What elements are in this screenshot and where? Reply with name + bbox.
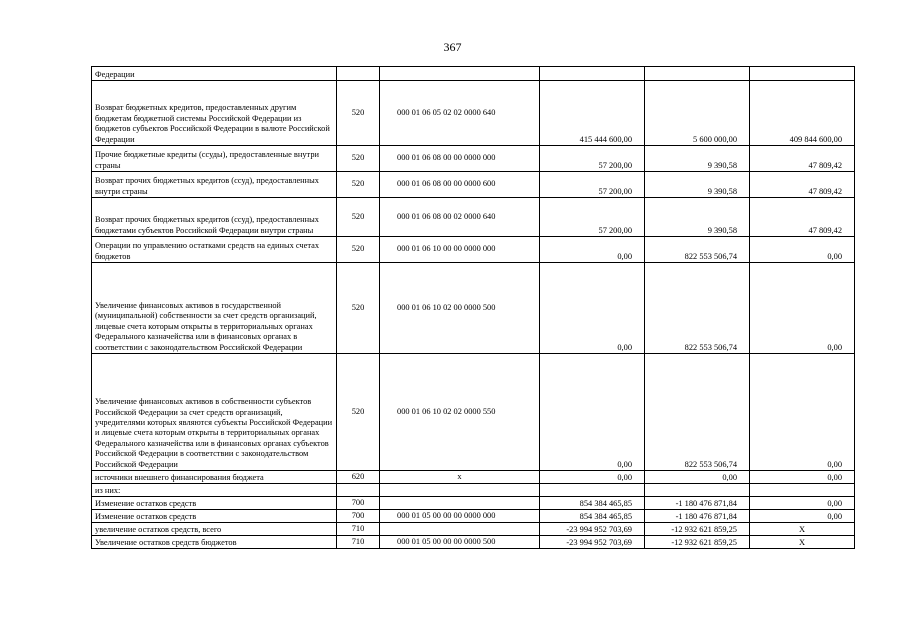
row-value-unexecuted: 0,00 [750,263,855,354]
row-value-unexecuted [750,484,855,497]
table-row [92,237,855,263]
row-value-unexecuted: 0,00 [750,471,855,484]
row-value-approved: 0,00 [540,471,645,484]
row-kbk: 000 01 06 10 00 00 0000 000 [380,237,540,263]
row-value-approved: 0,00 [540,237,645,263]
row-value-executed: 822 553 506,74 [645,354,750,471]
row-code: 620 [337,471,380,484]
row-value-approved: 57 200,00 [540,146,645,172]
row-kbk [380,523,540,536]
row-value-executed: 822 553 506,74 [645,237,750,263]
page-number: 367 [443,40,462,54]
row-value-executed: 0,00 [645,471,750,484]
row-value-unexecuted: 0,00 [750,497,855,510]
row-code: 520 [337,198,380,237]
row-name: Возврат прочих бюджетных кредитов (ссуд), предоставленных внутри страны [92,172,337,198]
row-value-approved: 0,00 [540,354,645,471]
row-value-approved: 57 200,00 [540,172,645,198]
row-value-approved [540,67,645,81]
table-row [92,354,855,471]
table-row [92,172,855,198]
row-kbk: 000 01 06 10 02 00 0000 500 [380,263,540,354]
row-value-unexecuted: 47 809,42 [750,146,855,172]
row-name: Операции по управлению остатками средств на единых счетах бюджетов [92,237,337,263]
row-name: Изменение остатков средств [92,510,337,523]
row-kbk [380,497,540,510]
row-code: 520 [337,237,380,263]
row-value-unexecuted: 409 844 600,00 [750,81,855,146]
table-row [92,67,855,81]
row-code: 710 [337,536,380,549]
table-row [92,497,855,510]
row-name: Прочие бюджетные кредиты (ссуды), предоставленные внутри страны [92,146,337,172]
row-value-unexecuted: 47 809,42 [750,172,855,198]
row-name: Изменение остатков средств [92,497,337,510]
row-kbk: 000 01 06 08 00 02 0000 640 [380,198,540,237]
row-name: увеличение остатков средств, всего [92,523,337,536]
row-name: Возврат прочих бюджетных кредитов (ссуд), предоставленных бюджетами субъектов Российской Федерации внутри страны [92,198,337,237]
row-value-executed [645,67,750,81]
row-value-executed: 9 390,58 [645,146,750,172]
row-kbk [380,67,540,81]
row-code [337,67,380,81]
row-kbk: 000 01 06 08 00 00 0000 000 [380,146,540,172]
table-row [92,81,855,146]
row-value-unexecuted: 0,00 [750,237,855,263]
row-value-executed: -12 932 621 859,25 [645,536,750,549]
table-row [92,471,855,484]
row-value-unexecuted: 0,00 [750,354,855,471]
row-value-executed: 5 600 000,00 [645,81,750,146]
row-value-executed: -1 180 476 871,84 [645,510,750,523]
row-kbk: 000 01 06 08 00 00 0000 600 [380,172,540,198]
row-kbk: 000 01 05 00 00 00 0000 500 [380,536,540,549]
row-code: 700 [337,510,380,523]
row-value-approved: 854 384 465,85 [540,510,645,523]
row-value-unexecuted: X [750,536,855,549]
row-value-executed: 9 390,58 [645,172,750,198]
row-name: Федерации [92,67,337,81]
row-code: 520 [337,81,380,146]
row-code: 520 [337,354,380,471]
row-kbk [380,484,540,497]
row-value-unexecuted [750,67,855,81]
row-value-executed [645,484,750,497]
row-value-unexecuted: 0,00 [750,510,855,523]
row-name: Увеличение остатков средств бюджетов [92,536,337,549]
table-row [92,484,855,497]
row-value-approved: 415 444 600,00 [540,81,645,146]
row-name: Возврат бюджетных кредитов, предоставленных другим бюджетам бюджетной системы Российской Федерации из бюджетов субъектов Российской Федерации в валюте Российской Федерации [92,81,337,146]
row-kbk: 000 01 06 05 02 02 0000 640 [380,81,540,146]
row-code: 520 [337,263,380,354]
row-name: Увеличение финансовых активов в собственности субъектов Российской Федерации за счет средств организаций, учредителями которых являются субъекты Российской Федерации и лицевые счета которым открыты в территориальных органах Федерального казначейства или в финансовых органах субъектов Российской Федерации в соответствии с законодательством Российской Федерации [92,354,337,471]
row-value-unexecuted: 47 809,42 [750,198,855,237]
row-code: 520 [337,172,380,198]
row-value-approved: 854 384 465,85 [540,497,645,510]
row-kbk: 000 01 05 00 00 00 0000 000 [380,510,540,523]
row-value-approved [540,484,645,497]
table-row [92,510,855,523]
row-value-unexecuted: X [750,523,855,536]
table-row [92,198,855,237]
table-row [92,523,855,536]
row-code: 700 [337,497,380,510]
row-code [337,484,380,497]
row-kbk: x [380,471,540,484]
row-name: из них: [92,484,337,497]
row-code: 710 [337,523,380,536]
row-name: Увеличение финансовых активов в государственной (муниципальной) собственности за счет средств организаций, лицевые счета которым открыты в территориальных органах Федерального казначейства или в финансовых органах в соответствии с законодательством Российской Федерации [92,263,337,354]
table-row [92,263,855,354]
row-value-approved: 57 200,00 [540,198,645,237]
table-row [92,536,855,549]
row-value-approved: -23 994 952 703,69 [540,536,645,549]
table-row [92,146,855,172]
row-code: 520 [337,146,380,172]
row-value-approved: 0,00 [540,263,645,354]
budget-sources-table [91,66,855,549]
row-value-executed: -12 932 621 859,25 [645,523,750,536]
row-value-approved: -23 994 952 703,69 [540,523,645,536]
row-kbk: 000 01 06 10 02 02 0000 550 [380,354,540,471]
row-value-executed: 822 553 506,74 [645,263,750,354]
row-value-executed: 9 390,58 [645,198,750,237]
row-name: источники внешнего финансирования бюджета [92,471,337,484]
row-value-executed: -1 180 476 871,84 [645,497,750,510]
